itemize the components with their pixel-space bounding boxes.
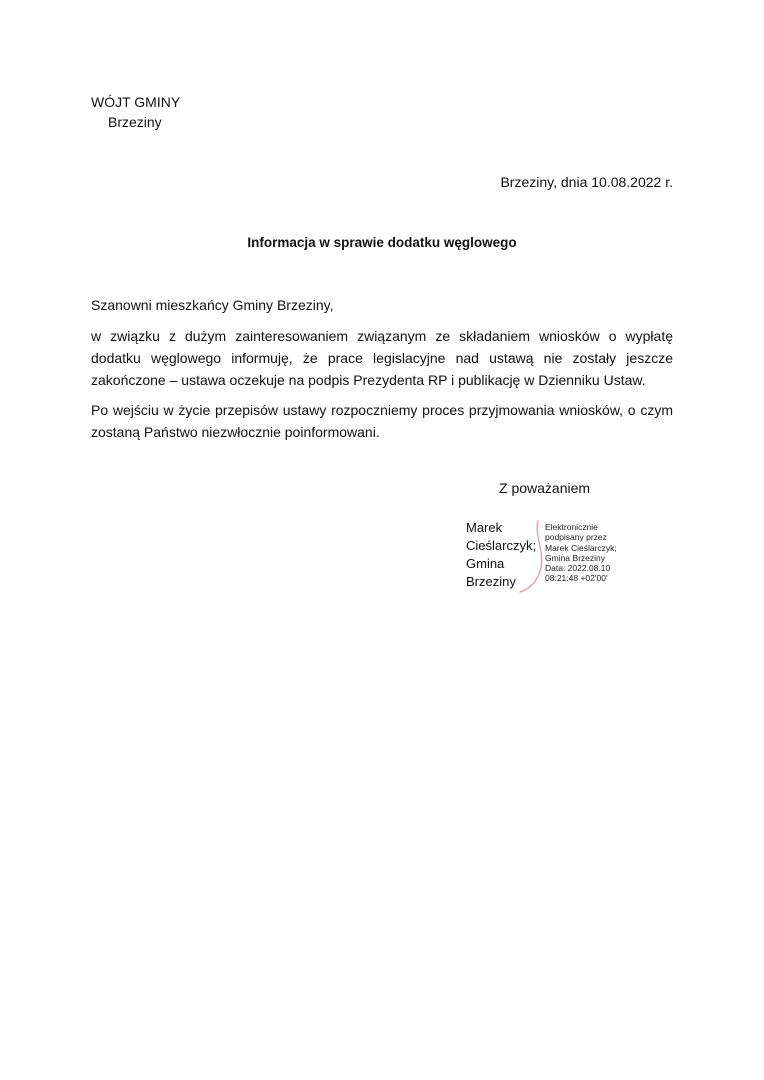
signature-name-line: Marek [466, 520, 503, 535]
signature-detail-line: podpisany przez [545, 532, 607, 543]
signature-detail-line: 08:21:48 +02'00' [545, 573, 608, 584]
letter-body [91, 294, 673, 451]
letter-header [91, 92, 180, 132]
salutation: Szanowni mieszkańcy Gminy Brzeziny, [91, 297, 334, 313]
signature-name-line: Cieślarczyk; [466, 538, 537, 553]
signature-name-line: Brzeziny [466, 574, 516, 589]
body-paragraph-2: Po wejściu w życie przepisów ustawy rozpoczniemy proces przyjmowania wniosków, o czym zostaną Państwo niezwłocznie poinformowani. [91, 402, 673, 440]
signature-name-line: Gmina [466, 556, 505, 571]
closing-phrase: Z poważaniem [499, 480, 591, 496]
signature-stamp-icon [504, 519, 548, 593]
signature-detail-line: Gmina Brzeziny [545, 552, 605, 563]
date-line: Brzeziny, dnia 10.08.2022 r. [500, 174, 673, 190]
office-name: WÓJT GMINY [91, 94, 181, 110]
signature-detail-line: Data: 2022.08.10 [545, 563, 611, 574]
body-paragraph-1: w związku z dużym zainteresowaniem związanym ze składaniem wniosków o wypłatę dodatku węglowego informuję, że prace legislacyjne nad ustawą nie zostały jeszcze zakończone – ustawa oczekuje na podpis Prezydenta RP i publikację w Dzienniku Ustaw. [91, 328, 673, 388]
signature-detail-line: Marek Cieślarczyk; [545, 542, 617, 553]
signature-details [545, 522, 617, 584]
office-place: Brzeziny [108, 114, 162, 130]
signature-detail-line: Elektronicznie [545, 522, 598, 532]
electronic-signature [466, 519, 646, 593]
document-title: Informacja w sprawie dodatku węglowego [247, 235, 517, 250]
